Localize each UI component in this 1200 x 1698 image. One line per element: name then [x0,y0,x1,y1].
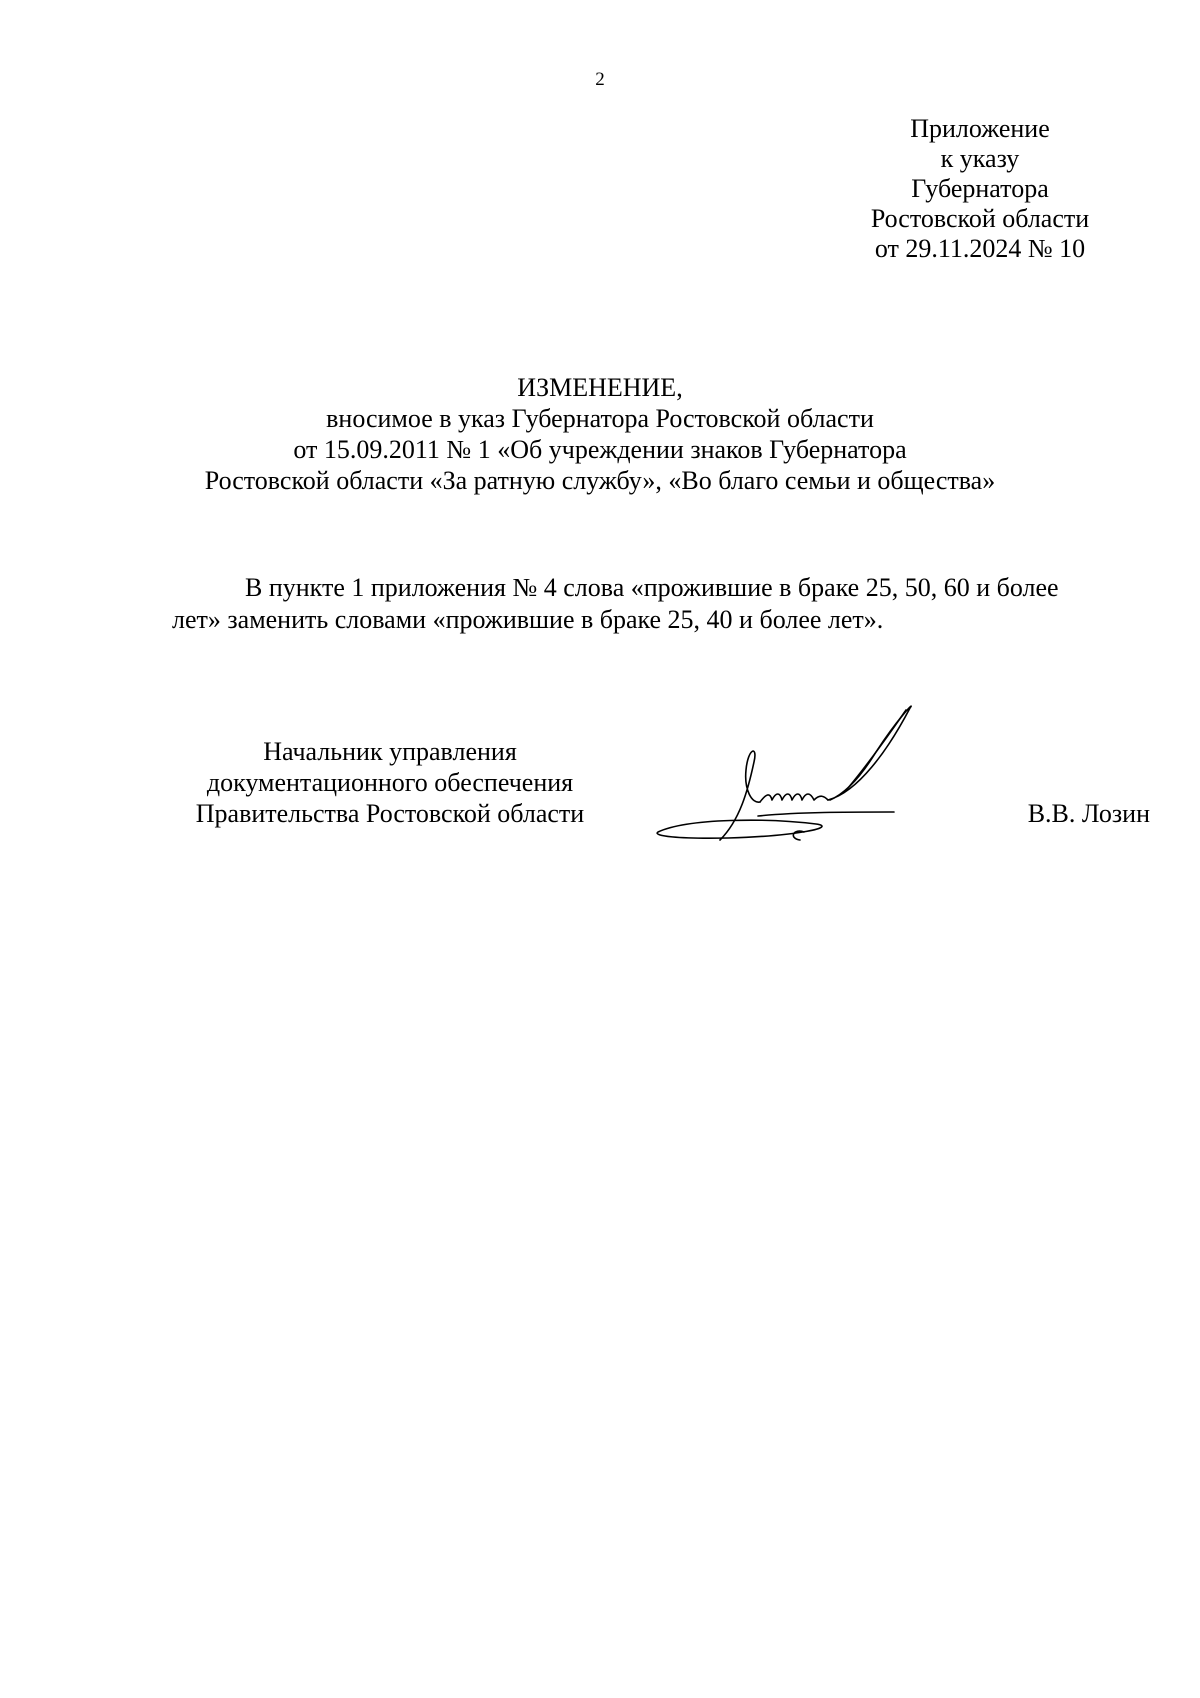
handwritten-signature [648,700,978,850]
heading-line: от 15.09.2011 № 1 «Об учреждении знаков Губернатора [293,435,907,464]
document-title: ИЗМЕНЕНИЕ, [517,373,683,402]
signer-position-line: документационного обеспечения [206,768,574,797]
signature-stroke-loop [657,820,822,838]
heading-line: вносимое в указ Губернатора Ростовской области [326,404,874,433]
body-line: В пункте 1 приложения № 4 слова «прожившие в браке 25, 50, 60 и более [245,573,1059,602]
signer-position-line: Правительства Ростовской области [195,799,585,828]
document-heading [130,372,1070,496]
signer-position-line: Начальник управления [263,737,517,766]
appendix-line: от 29.11.2024 № 10 [874,234,1086,263]
signer-position [160,736,620,829]
signature-stroke-letters [760,794,828,802]
appendix-line: Губернатора [911,174,1049,203]
page-number: 2 [595,69,605,90]
appendix-line: Приложение [910,114,1050,143]
body-line: лет» заменить словами «прожившие в браке 25, 40 и более лет». [172,605,884,634]
signature-stroke-underline [758,812,894,816]
heading-line: Ростовской области «За ратную службу», «Во благо семьи и общества» [204,466,996,495]
appendix-line: к указу [940,144,1020,173]
signer-name: В.В. Лозин [1027,799,1150,828]
body-paragraph [172,572,1142,636]
appendix-line: Ростовской области [870,204,1090,233]
signature-stroke-stem [720,751,760,840]
appendix-block [780,114,1180,264]
